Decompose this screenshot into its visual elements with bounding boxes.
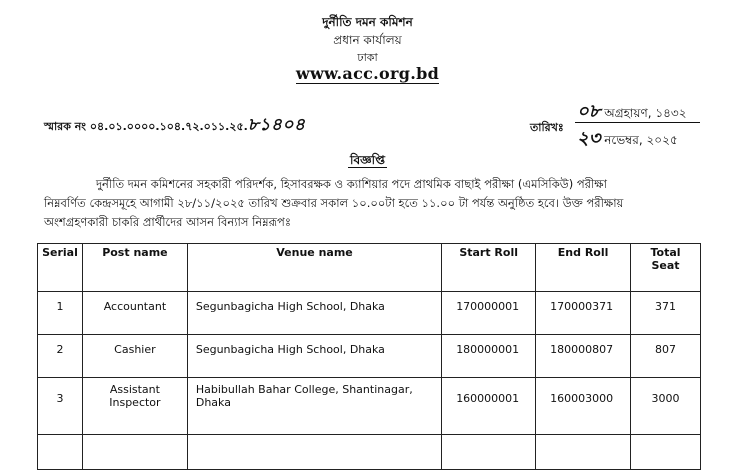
cell-post: Accountant	[82, 292, 187, 335]
cell-post: Assistant Inspector	[82, 378, 187, 435]
date-english-month-year: নভেম্বর, ২০২৫	[604, 133, 678, 147]
header-end-roll: End Roll	[536, 244, 631, 292]
cell-venue: Habibullah Bahar College, Shantinagar, Dhaka	[187, 378, 441, 435]
cell-end-roll: 180000807	[536, 335, 631, 378]
header-start-roll: Start Roll	[442, 244, 536, 292]
date-bangla-month-year: অগ্রহায়ণ, ১৪৩২	[604, 106, 687, 120]
notice-title	[0, 152, 735, 172]
cell-post: Cashier	[82, 335, 187, 378]
cell-end-roll: 170000371	[536, 292, 631, 335]
cell-empty	[82, 435, 187, 470]
table-row-cut-off	[38, 435, 701, 470]
notice-body	[44, 175, 704, 232]
cell-empty	[38, 435, 83, 470]
notice-title-text: বিজ্ঞপ্তি	[350, 153, 385, 167]
website-link[interactable]	[0, 64, 735, 83]
date-english-day: ২৩	[577, 128, 601, 149]
table-row	[38, 292, 701, 335]
cell-total-seat: 807	[631, 335, 701, 378]
cell-empty	[187, 435, 441, 470]
cell-venue: Segunbagicha High School, Dhaka	[187, 335, 441, 378]
office-name: প্রধান কার্যালয়	[333, 33, 402, 47]
notice-line-1: দুর্নীতি দমন কমিশনের সহকারী পরিদর্শক, হিসাবরক্ষক ও ক্যাশিয়ার পদে প্রাথমিক বাছাই পরীক্ষা (এমসিকিউ) পরীক্ষা	[96, 177, 607, 191]
cell-venue: Segunbagicha High School, Dhaka	[187, 292, 441, 335]
table-row	[38, 378, 701, 435]
memo-prefix: স্মারক নং ০৪.০১.০০০০.১০৪.৭২.০১১.২৫.	[44, 120, 248, 133]
city-name: ঢাকা	[357, 51, 378, 64]
cell-serial: 3	[38, 378, 83, 435]
cell-start-roll: 160000001	[442, 378, 536, 435]
notice-line-3: অংশগ্রহণকারী চাকরি প্রার্থীদের আসন বিন্যাস নিম্নরূপঃ	[44, 215, 291, 229]
cell-serial: 1	[38, 292, 83, 335]
cell-start-roll: 180000001	[442, 335, 536, 378]
cell-empty	[631, 435, 701, 470]
seat-plan-table	[37, 243, 701, 470]
header-serial: Serial	[38, 244, 83, 292]
date-label: তারিখঃ	[530, 121, 564, 134]
notice-line-2: নিম্নবর্ণিত কেন্দ্রসমূহে আগামী ২৮/১১/২০২৫ তারিখ শুক্রবার সকাল ১০.০০টা হতে ১১.০০ টা পর্যন্ত অনুষ্ঠিত হবে। উক্ত পরীক্ষায়	[44, 196, 624, 210]
cell-total-seat: 3000	[631, 378, 701, 435]
table-header-row	[38, 244, 701, 292]
header-venue: Venue name	[187, 244, 441, 292]
date-divider	[575, 122, 700, 123]
memo-number	[44, 112, 305, 140]
cell-end-roll: 160003000	[536, 378, 631, 435]
cell-serial: 2	[38, 335, 83, 378]
cell-empty	[442, 435, 536, 470]
table-row	[38, 335, 701, 378]
cell-empty	[536, 435, 631, 470]
website-text: www.acc.org.bd	[295, 64, 440, 83]
memo-handwritten-number: ৮১৪০৪	[247, 115, 306, 135]
header-total-seat: Total Seat	[631, 244, 701, 292]
org-name: দুর্নীতি দমন কমিশন	[322, 15, 413, 29]
date-bangla-day: ০৮	[577, 101, 601, 122]
date-english	[577, 124, 678, 155]
cell-total-seat: 371	[631, 292, 701, 335]
header-post: Post name	[82, 244, 187, 292]
cell-start-roll: 170000001	[442, 292, 536, 335]
